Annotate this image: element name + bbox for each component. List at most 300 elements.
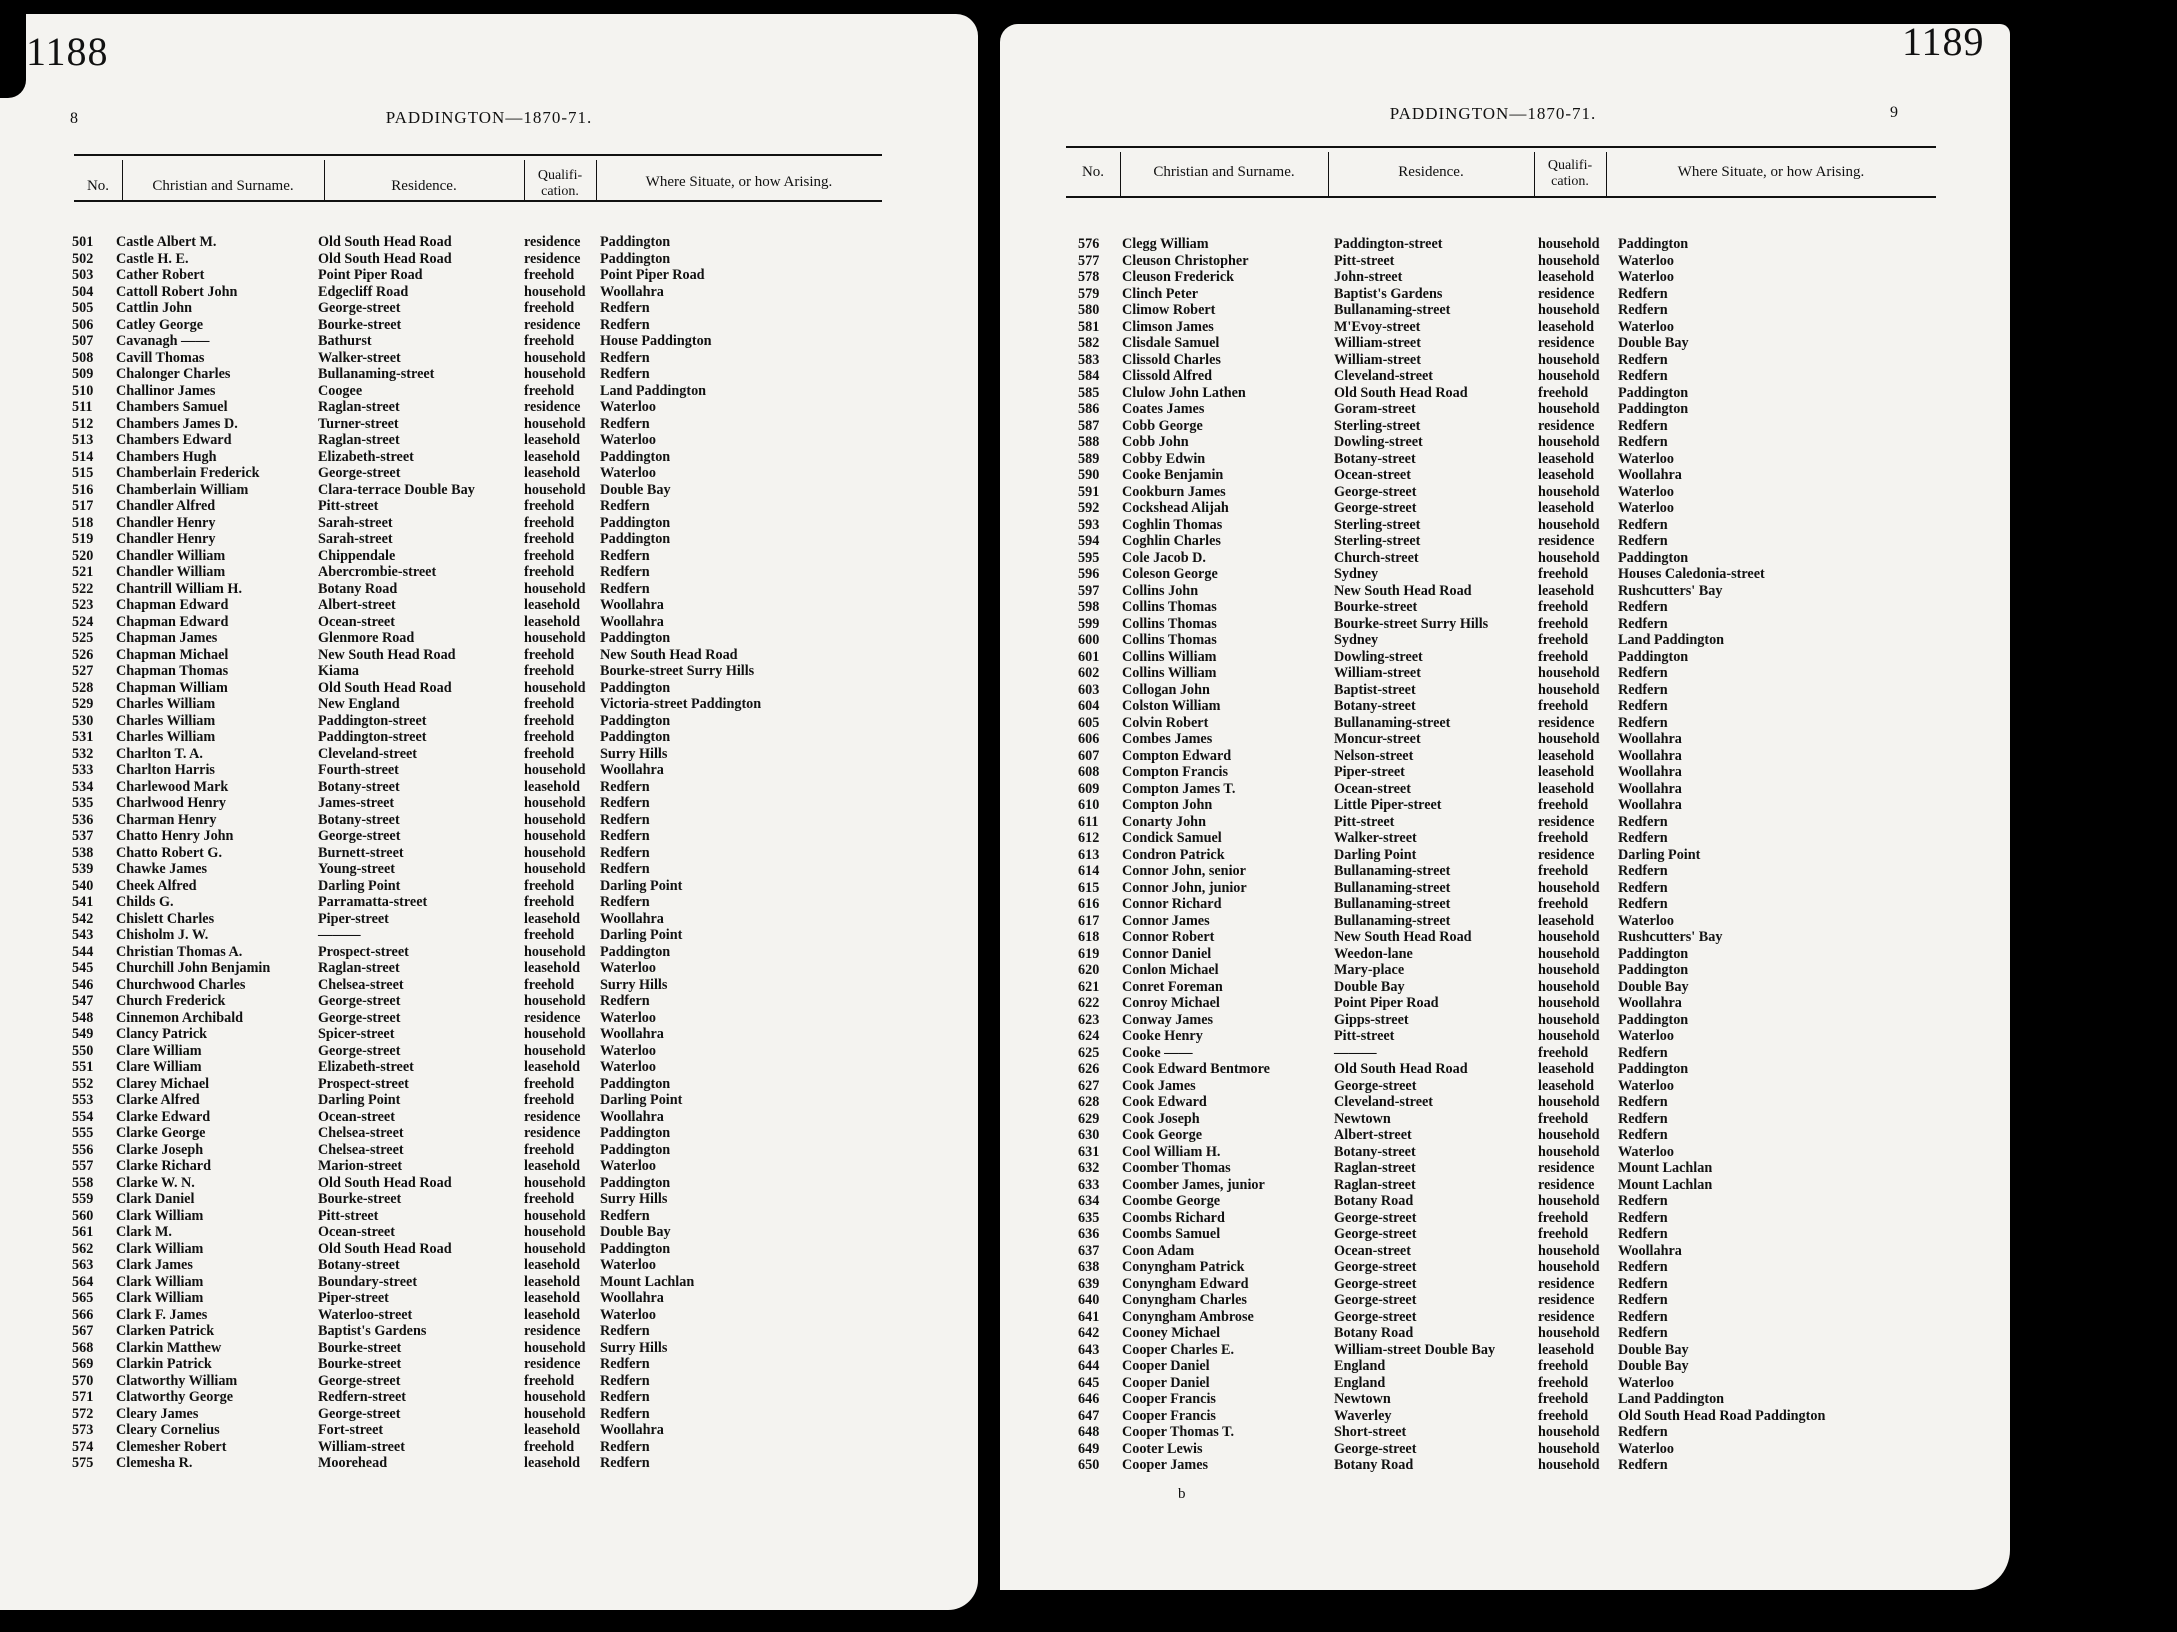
entry-number: 548 xyxy=(72,1009,94,1026)
table-row xyxy=(1078,649,1978,666)
table-row xyxy=(72,1455,952,1472)
entry-name: Conlon Michael xyxy=(1122,962,1219,978)
entry-where: Paddington xyxy=(600,1125,671,1141)
entry-where: Paddington xyxy=(600,234,671,250)
entry-qualification: freehold xyxy=(1538,1391,1589,1407)
entry-number: 506 xyxy=(72,316,94,333)
entry-where: Paddington xyxy=(600,250,671,267)
entry-where: Woollahra xyxy=(600,1108,664,1125)
entry-where: Waterloo xyxy=(1618,1374,1674,1391)
entry-where: Woollahra xyxy=(1618,995,1682,1011)
entry-name: Cookburn James xyxy=(1122,483,1226,500)
entry-residence: Spicer-street xyxy=(318,1026,395,1042)
entry-residence: George-street xyxy=(1334,483,1417,500)
entry-where: Redfern xyxy=(600,349,650,366)
entry-residence: William-street xyxy=(318,1438,405,1455)
entry-residence: Botany-street xyxy=(318,778,400,795)
entry-where: Paddington xyxy=(600,679,671,696)
entry-where: Redfern xyxy=(1618,1292,1668,1308)
table-row xyxy=(1078,830,1978,847)
table-row xyxy=(1078,995,1978,1012)
entry-name: Charlton Harris xyxy=(116,762,215,778)
entry-where: Woollahra xyxy=(1618,467,1682,483)
table-row xyxy=(72,614,952,631)
entry-qualification: freehold xyxy=(1538,1358,1589,1374)
entry-qualification: household xyxy=(1538,401,1600,417)
entry-number: 612 xyxy=(1078,830,1100,846)
table-row xyxy=(1078,913,1978,930)
entry-where: Redfern xyxy=(600,861,650,877)
entry-qualification: freehold xyxy=(1538,698,1589,714)
entry-name: Chandler Henry xyxy=(116,514,216,531)
entry-residence: Elizabeth-street xyxy=(318,1059,414,1075)
table-row xyxy=(1078,1226,1978,1243)
entry-qualification: household xyxy=(1538,1094,1600,1110)
entry-qualification: freehold xyxy=(524,663,575,679)
entry-qualification: freehold xyxy=(1538,896,1589,912)
entry-residence: Paddington-street xyxy=(1334,236,1443,252)
entry-where: Rushcutters' Bay xyxy=(1618,929,1723,945)
entry-name: Chantrill William H. xyxy=(116,580,242,597)
table-row xyxy=(1078,1160,1978,1177)
entry-qualification: freehold xyxy=(524,894,575,910)
entry-qualification: leasehold xyxy=(524,1059,580,1075)
entry-name: Chisholm J. W. xyxy=(116,927,209,943)
entry-residence: New South Head Road xyxy=(318,646,456,663)
entry-number: 596 xyxy=(1078,566,1100,582)
entry-name: Clatworthy William xyxy=(116,1372,238,1389)
entry-where: Redfern xyxy=(1618,599,1668,615)
entry-where: Waterloo xyxy=(600,1257,656,1273)
entry-number: 531 xyxy=(72,729,94,745)
entry-residence: Bullanaming-street xyxy=(1334,302,1451,318)
entry-where: Double Bay xyxy=(1618,1358,1689,1374)
entry-qualification: household xyxy=(1538,368,1600,384)
entry-residence: Botany Road xyxy=(1334,1457,1414,1473)
table-row xyxy=(72,1043,952,1060)
entry-where: Bourke-street Surry Hills xyxy=(600,663,755,679)
entry-residence: Botany-street xyxy=(318,1257,400,1273)
entry-where: Waterloo xyxy=(600,1042,656,1059)
table-row xyxy=(72,828,952,845)
table-row xyxy=(72,564,952,581)
entry-number: 625 xyxy=(1078,1044,1100,1061)
entry-number: 564 xyxy=(72,1273,94,1290)
table-row xyxy=(1078,1276,1978,1293)
entry-number: 650 xyxy=(1078,1457,1100,1473)
entry-where: Redfern xyxy=(1618,1209,1668,1226)
entry-residence: Pitt-street xyxy=(1334,1028,1395,1044)
entry-number: 557 xyxy=(72,1158,94,1174)
table-row xyxy=(1078,319,1978,336)
entry-qualification: household xyxy=(524,630,586,646)
entry-residence: George-street xyxy=(318,1042,401,1059)
entry-name: Chapman Thomas xyxy=(116,663,229,679)
entry-number: 608 xyxy=(1078,764,1100,780)
entry-qualification: household xyxy=(1538,1028,1600,1044)
entry-qualification: leasehold xyxy=(524,465,580,481)
entry-number: 632 xyxy=(1078,1160,1100,1176)
entry-qualification: household xyxy=(524,795,586,811)
table-row xyxy=(72,267,952,284)
entry-where: Woollahra xyxy=(600,1422,664,1438)
table-row xyxy=(72,548,952,565)
entry-qualification: leasehold xyxy=(1538,1341,1594,1358)
table-row xyxy=(1078,1111,1978,1128)
entry-qualification: residence xyxy=(1538,533,1595,549)
entry-number: 634 xyxy=(1078,1193,1100,1209)
entry-residence: Prospect-street xyxy=(318,943,409,960)
entry-where: Victoria-street Paddington xyxy=(600,696,762,712)
entry-name: Clarkin Matthew xyxy=(116,1339,222,1356)
table-row xyxy=(72,1175,952,1192)
table-row xyxy=(72,1208,952,1225)
entry-qualification: household xyxy=(1538,1242,1600,1259)
entry-where: Paddington xyxy=(600,531,671,547)
table-row xyxy=(1078,1061,1978,1078)
entry-number: 643 xyxy=(1078,1341,1100,1358)
entry-name: Clark Daniel xyxy=(116,1191,195,1207)
entry-residence: Botany Road xyxy=(1334,1193,1414,1209)
signature-mark: b xyxy=(1178,1486,1186,1502)
entry-residence: Chelsea-street xyxy=(318,1141,404,1158)
entry-qualification: leasehold xyxy=(1538,450,1594,467)
entry-residence: Dowling-street xyxy=(1334,434,1423,450)
entry-name: Clarey Michael xyxy=(116,1075,210,1092)
entry-name: Clark F. James xyxy=(116,1306,208,1323)
entry-name: Charlwood Henry xyxy=(116,795,226,811)
entry-name: Cook James xyxy=(1122,1077,1196,1094)
entry-number: 550 xyxy=(72,1042,94,1059)
entry-where: Redfern xyxy=(600,1207,650,1224)
entry-name: Churchill John Benjamin xyxy=(116,960,271,976)
entry-name: Chambers Samuel xyxy=(116,399,228,415)
header-top-rule xyxy=(74,154,882,156)
table-row xyxy=(1078,1193,1978,1210)
entry-where: Paddington xyxy=(600,1240,671,1257)
table-row xyxy=(1078,385,1978,402)
entry-number: 584 xyxy=(1078,368,1100,384)
entry-residence: ——— xyxy=(1334,1044,1377,1061)
col-header-where: Where Situate, or how Arising. xyxy=(1677,164,1865,180)
entry-qualification: freehold xyxy=(524,382,575,399)
entry-qualification: residence xyxy=(524,1009,581,1026)
entry-where: Land Paddington xyxy=(1618,1391,1725,1407)
entry-residence: George-street xyxy=(1334,500,1417,516)
col-header-name: Christian and Surname. xyxy=(152,178,294,194)
entry-residence: Bourke-street xyxy=(318,1339,402,1356)
table-row xyxy=(1078,847,1978,864)
entry-number: 525 xyxy=(72,630,94,646)
table-row xyxy=(72,366,952,383)
entry-where: Waterloo xyxy=(600,1059,656,1075)
table-row xyxy=(1078,1441,1978,1458)
entry-where: Paddington xyxy=(600,729,671,745)
entry-residence: Turner-street xyxy=(318,415,399,432)
entry-number: 602 xyxy=(1078,665,1100,681)
entry-where: Woollahra xyxy=(600,613,664,630)
entry-name: Conyngham Patrick xyxy=(1122,1259,1245,1275)
entry-name: Conyngham Edward xyxy=(1122,1275,1249,1292)
entry-name: Connor James xyxy=(1122,912,1210,929)
entry-number: 549 xyxy=(72,1026,94,1042)
table-row xyxy=(72,317,952,334)
entry-where: Mount Lachlan xyxy=(1618,1176,1713,1193)
entry-residence: Piper-street xyxy=(1334,764,1405,780)
entry-name: Clegg William xyxy=(1122,236,1209,252)
entry-where: Redfern xyxy=(600,1323,650,1339)
table-row xyxy=(1078,1243,1978,1260)
entry-number: 542 xyxy=(72,910,94,927)
entry-name: Chambers Edward xyxy=(116,432,232,448)
entry-name: Cleuson Christopher xyxy=(1122,252,1249,269)
entry-residence: Old South Head Road xyxy=(318,250,452,267)
col-header-qualification: Qualifi-cation. xyxy=(1547,158,1593,189)
entry-qualification: household xyxy=(1538,483,1600,500)
entry-name: Castle H. E. xyxy=(116,250,189,267)
entry-qualification: residence xyxy=(1538,1176,1595,1193)
entry-where: Redfern xyxy=(1618,1226,1668,1242)
entry-where: Redfern xyxy=(600,993,650,1009)
entry-where: Redfern xyxy=(1618,533,1668,549)
entry-qualification: household xyxy=(1538,1011,1600,1028)
entry-number: 582 xyxy=(1078,335,1100,351)
entry-residence: Abercrombie-street xyxy=(318,564,437,580)
entry-qualification: household xyxy=(524,415,586,432)
entry-name: Compton John xyxy=(1122,797,1213,813)
entry-qualification: residence xyxy=(524,234,581,250)
entry-where: Redfern xyxy=(1618,813,1668,830)
entry-residence: Ocean-street xyxy=(1334,467,1411,483)
entry-name: Chandler Alfred xyxy=(116,498,216,514)
entry-name: Cooper Daniel xyxy=(1122,1358,1210,1374)
entry-qualification: leasehold xyxy=(524,448,580,465)
entry-residence: Clara-terrace Double Bay xyxy=(318,481,475,498)
entry-number: 638 xyxy=(1078,1259,1100,1275)
entry-residence: Kiama xyxy=(318,663,359,679)
entry-residence: Bourke-street xyxy=(1334,599,1418,615)
entry-residence: Pitt-street xyxy=(1334,252,1395,269)
entry-qualification: household xyxy=(1538,351,1600,368)
table-row xyxy=(1078,335,1978,352)
entry-name: Clarke Alfred xyxy=(116,1092,200,1108)
entry-number: 527 xyxy=(72,663,94,679)
entry-where: Woollahra xyxy=(1618,731,1682,747)
entry-qualification: leasehold xyxy=(524,1306,580,1323)
table-row xyxy=(1078,781,1978,798)
entry-name: Conway James xyxy=(1122,1011,1214,1028)
entry-qualification: household xyxy=(1538,302,1600,318)
table-row xyxy=(72,894,952,911)
entry-qualification: leasehold xyxy=(1538,912,1594,929)
table-row xyxy=(1078,1342,1978,1359)
entry-name: Cheek Alfred xyxy=(116,877,197,894)
entry-number: 515 xyxy=(72,465,94,481)
entry-where: Double Bay xyxy=(600,1224,671,1240)
entry-where: Woollahra xyxy=(1618,747,1682,764)
entry-where: Waterloo xyxy=(1618,269,1674,285)
entry-qualification: household xyxy=(524,1405,586,1422)
entry-qualification: leasehold xyxy=(1538,269,1594,285)
entry-qualification: leasehold xyxy=(1538,582,1594,599)
table-row xyxy=(72,861,952,878)
entry-name: Cattlin John xyxy=(116,300,193,316)
entry-number: 646 xyxy=(1078,1391,1100,1407)
entry-where: Paddington xyxy=(600,630,671,646)
table-row xyxy=(72,1059,952,1076)
entry-where: Redfern xyxy=(600,778,650,795)
table-row xyxy=(1078,880,1978,897)
entry-name: Chamberlain Frederick xyxy=(116,465,260,481)
entry-number: 635 xyxy=(1078,1209,1100,1226)
entry-name: Chatto Henry John xyxy=(116,828,234,844)
entry-qualification: household xyxy=(524,811,586,828)
entry-name: Clarke Richard xyxy=(116,1158,211,1174)
entry-where: Redfern xyxy=(1618,1457,1668,1473)
entry-number: 554 xyxy=(72,1108,94,1125)
entry-where: Surry Hills xyxy=(600,1339,668,1356)
entry-name: Chalonger Charles xyxy=(116,366,231,382)
entry-qualification: household xyxy=(524,1207,586,1224)
entry-number: 590 xyxy=(1078,467,1100,483)
entry-residence: New South Head Road xyxy=(1334,582,1472,599)
entry-number: 501 xyxy=(72,234,94,250)
table-row xyxy=(1078,253,1978,270)
table-row xyxy=(72,1389,952,1406)
entry-name: Charlton T. A. xyxy=(116,745,203,762)
entry-residence: Darling Point xyxy=(318,1092,401,1108)
entry-where: Redfern xyxy=(600,366,650,382)
entry-qualification: freehold xyxy=(524,745,575,762)
entry-residence: James-street xyxy=(318,795,395,811)
table-row xyxy=(1078,863,1978,880)
entry-number: 641 xyxy=(1078,1308,1100,1325)
entry-name: Clark William xyxy=(116,1207,204,1224)
entry-qualification: freehold xyxy=(524,1191,575,1207)
entry-qualification: freehold xyxy=(1538,566,1589,582)
entry-residence: Bullanaming-street xyxy=(1334,896,1451,912)
entry-name: Clinch Peter xyxy=(1122,285,1199,302)
entry-number: 598 xyxy=(1078,599,1100,615)
entry-number: 523 xyxy=(72,597,94,613)
entry-name: Collins Thomas xyxy=(1122,599,1217,615)
entry-residence: Old South Head Road xyxy=(318,1174,452,1191)
entry-name: Colvin Robert xyxy=(1122,714,1209,731)
table-row xyxy=(1078,1045,1978,1062)
entry-where: Woollahra xyxy=(600,1290,664,1306)
entry-name: Cooper James xyxy=(1122,1457,1209,1473)
entry-qualification: household xyxy=(1538,995,1600,1011)
entry-residence: Albert-street xyxy=(1334,1127,1412,1143)
table-row xyxy=(72,498,952,515)
entry-qualification: household xyxy=(1538,1143,1600,1160)
table-row xyxy=(1078,550,1978,567)
table-row xyxy=(1078,1259,1978,1276)
entry-number: 579 xyxy=(1078,285,1100,302)
entry-name: Clisdale Samuel xyxy=(1122,335,1220,351)
entry-residence: Coogee xyxy=(318,382,363,399)
entry-qualification: leasehold xyxy=(1538,467,1594,483)
entry-qualification: leasehold xyxy=(524,1158,580,1174)
entry-name: Collins Thomas xyxy=(1122,615,1217,632)
table-row xyxy=(72,1241,952,1258)
entry-qualification: household xyxy=(524,1224,586,1240)
entry-name: Cooper Thomas T. xyxy=(1122,1424,1235,1440)
entry-qualification: residence xyxy=(1538,285,1595,302)
entry-name: Chawke James xyxy=(116,861,208,877)
table-row xyxy=(72,1439,952,1456)
entry-residence: George-street xyxy=(318,465,401,481)
entry-number: 532 xyxy=(72,745,94,762)
entry-residence: Newtown xyxy=(1334,1391,1391,1407)
entry-residence: Chelsea-street xyxy=(318,1125,404,1141)
voter-list xyxy=(72,234,952,1472)
entry-qualification: freehold xyxy=(524,1092,575,1108)
entry-residence: Glenmore Road xyxy=(318,630,415,646)
entry-qualification: leasehold xyxy=(1538,500,1594,516)
entry-qualification: residence xyxy=(1538,1275,1595,1292)
entry-qualification: freehold xyxy=(524,712,575,729)
entry-residence: Sydney xyxy=(1334,632,1379,648)
entry-residence: Bullanaming-street xyxy=(1334,879,1451,896)
entry-name: Cooper Daniel xyxy=(1122,1374,1210,1391)
running-head: PADDINGTON—1870-71. xyxy=(385,108,593,127)
entry-qualification: leasehold xyxy=(524,1455,580,1471)
table-row xyxy=(72,383,952,400)
entry-residence: George-street xyxy=(1334,1077,1417,1094)
entry-name: Charlewood Mark xyxy=(116,778,229,795)
entry-qualification: freehold xyxy=(524,531,575,547)
entry-residence: Edgecliff Road xyxy=(318,283,409,300)
entry-residence: Pitt-street xyxy=(1334,813,1395,830)
entry-where: Redfern xyxy=(1618,830,1668,846)
entry-qualification: residence xyxy=(524,1125,581,1141)
table-row xyxy=(1078,1177,1978,1194)
entry-residence: George-street xyxy=(1334,1259,1417,1275)
entry-name: Clarke Edward xyxy=(116,1108,211,1125)
entry-name: Chapman Edward xyxy=(116,613,229,630)
entry-number: 547 xyxy=(72,993,94,1009)
entry-name: Chislett Charles xyxy=(116,910,215,927)
entry-number: 540 xyxy=(72,877,94,894)
entry-number: 562 xyxy=(72,1240,94,1257)
entry-name: Cook Edward Bentmore xyxy=(1122,1061,1270,1077)
entry-number: 603 xyxy=(1078,681,1100,698)
entry-residence: Sterling-street xyxy=(1334,533,1421,549)
table-row xyxy=(72,399,952,416)
entry-name: Clare William xyxy=(116,1059,202,1075)
entry-number: 518 xyxy=(72,514,94,531)
table-row xyxy=(72,597,952,614)
entry-name: Chandler William xyxy=(116,564,226,580)
entry-name: Charles William xyxy=(116,729,216,745)
entry-name: Cooper Charles E. xyxy=(1122,1341,1235,1358)
entry-residence: George-street xyxy=(1334,1209,1417,1226)
entry-name: Cooper Francis xyxy=(1122,1407,1216,1424)
entry-name: Collins Thomas xyxy=(1122,632,1217,648)
entry-number: 637 xyxy=(1078,1242,1100,1259)
table-row xyxy=(72,647,952,664)
entry-where: Redfern xyxy=(600,547,650,564)
table-row xyxy=(72,762,952,779)
table-row xyxy=(1078,1325,1978,1342)
entry-where: Waterloo xyxy=(1618,1143,1674,1160)
entry-qualification: residence xyxy=(1538,335,1595,351)
entry-residence: Piper-street xyxy=(318,910,389,927)
table-row xyxy=(72,993,952,1010)
entry-residence: Moorehead xyxy=(318,1455,388,1471)
entry-name: Collins William xyxy=(1122,648,1217,665)
